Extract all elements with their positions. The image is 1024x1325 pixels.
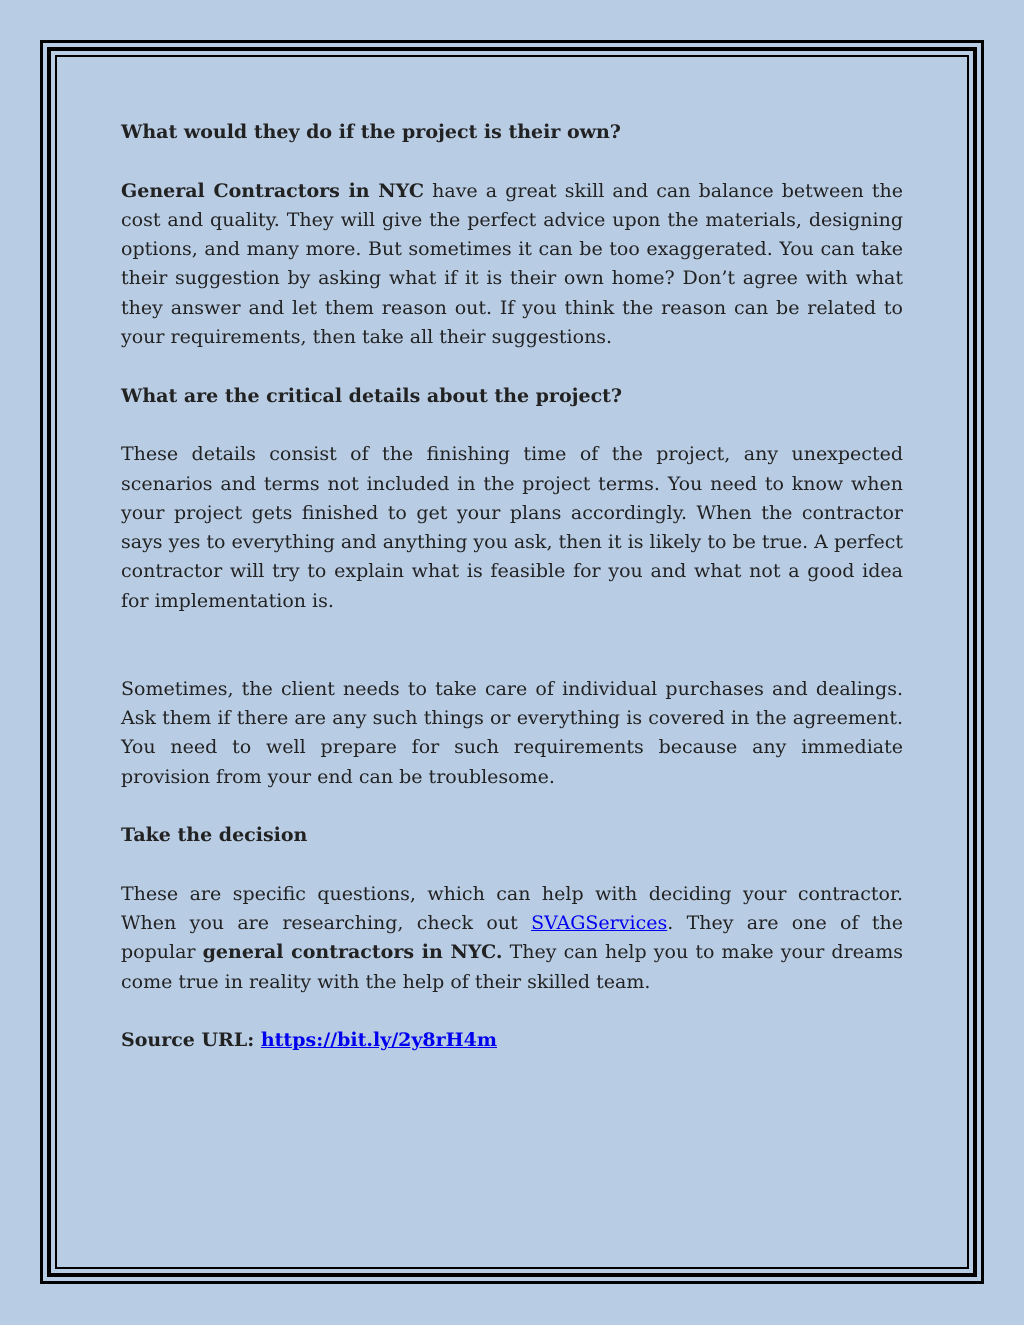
heading-own-project: What would they do if the project is their own? [121,121,621,143]
paragraph-details: These details consist of the finishing time of the project, any unexpected scenarios and terms not included in the project terms. You need to know when your project gets finished to get your plans accordingly. When the contractor says yes to everything and anything you ask, then it is likely to be true. A perfect contractor will try to explain what is feasible for you and what not a good idea for implementation is. [121,443,903,612]
heading-take-decision: Take the decision [121,824,308,847]
source-line [121,1026,903,1055]
paragraph-general-contractors-text: have a great skill and can balance between the cost and quality. They will give the perfect advice upon the materials, designing options, and many more. But sometimes it can be too exaggerated. You can take their suggestion by asking what if it is their own home? Don’t agree with what they answer and let them reason out. If you think the reason can be related to your requirements, then take all their suggestions. [121,179,903,349]
paragraph-decision-text-a: These are specific questions, which can help with deciding your contractor. When you are researching, check out [121,882,903,935]
svagservices-link[interactable]: SVAGServices [531,912,668,935]
paragraph-purchases: Sometimes, the client needs to take care of individual purchases and dealings. Ask them if there are any such things or everything is covered in the agreement. You need to well prepare for such requirements because any immediate provision from your end can be troublesome. [121,677,903,788]
bold-general-contractors: General Contractors in NYC [121,179,425,202]
source-label: Source URL: [121,1029,261,1052]
paragraph-general-contractors [121,177,903,353]
paragraph-decision [121,880,903,997]
paragraph-decision-text-c: They can help you to make your dreams come true in reality with the help of their skilled team. [121,941,903,993]
bold-general-contractors-nyc: general contractors in NYC. [202,941,503,964]
heading-critical-details: What are the critical details about the project? [121,384,623,407]
document-body [121,118,903,1056]
source-url-link[interactable]: https://bit.ly/2y8rH4m [260,1029,497,1052]
paragraph-decision-text-b: . They are one of the popular [121,912,903,964]
